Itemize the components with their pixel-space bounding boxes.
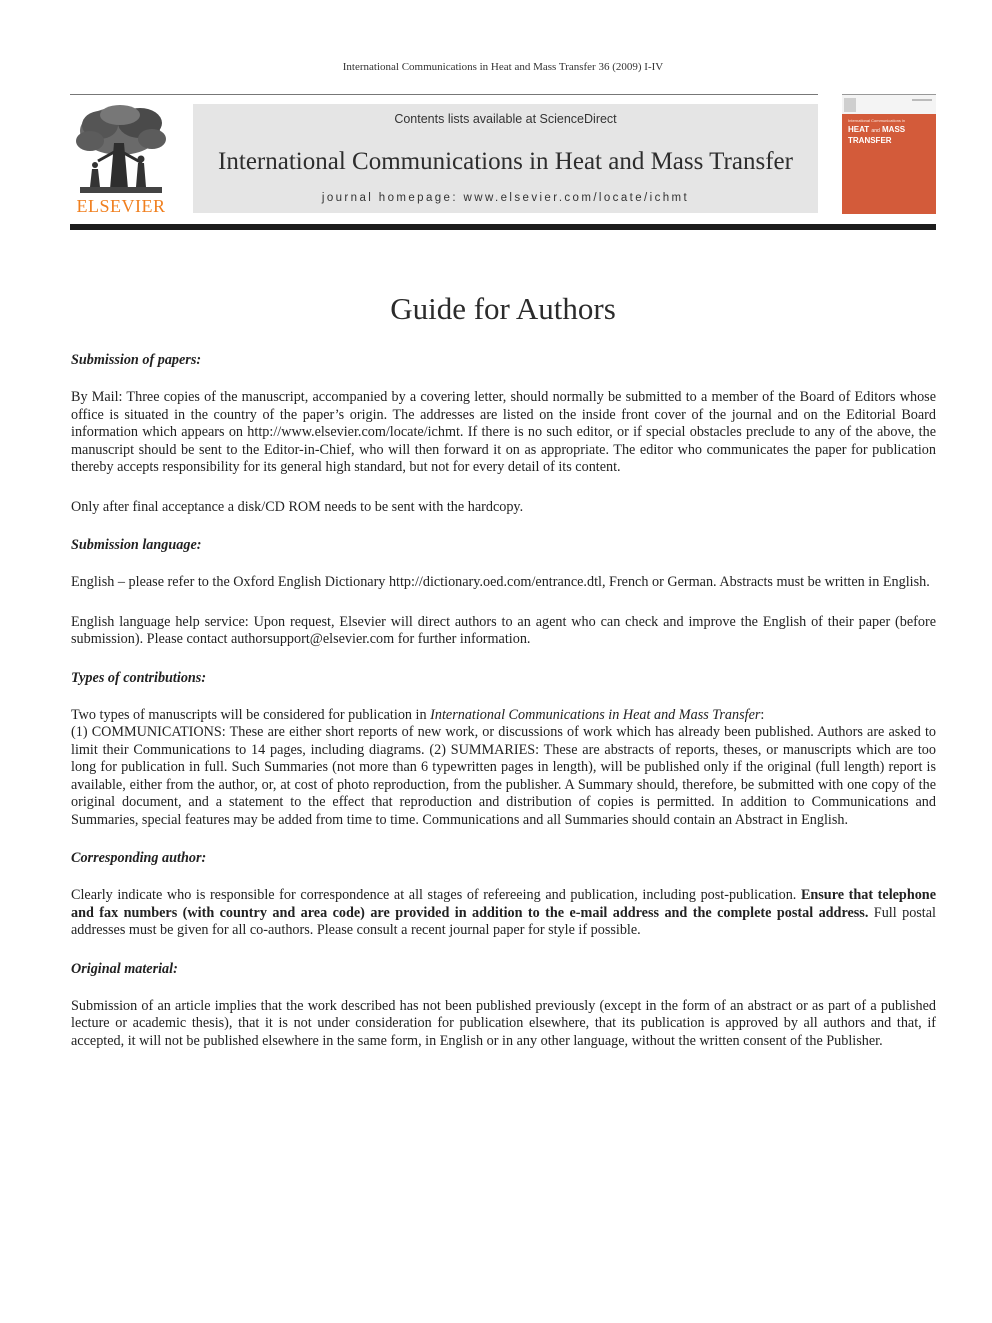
journal-cover-thumbnail xyxy=(842,94,936,214)
paragraph: Only after final acceptance a disk/CD ROM needs to be sent with the hardcopy. xyxy=(71,498,524,515)
text-run: : xyxy=(760,706,765,723)
section-heading: Types of contributions: xyxy=(71,669,207,686)
journal-title: International Communications in Heat and Mass Transfer xyxy=(218,148,793,175)
paragraph: English – please refer to the Oxford English Dictionary http://dictionary.oed.com/entrance.dtl, French or German. Abstracts must be written in English. xyxy=(71,574,930,590)
section-heading: Submission language: xyxy=(71,537,202,553)
cover-title-a: HEAT xyxy=(848,125,870,134)
header-bottom-rule xyxy=(70,224,936,230)
cover-title xyxy=(848,125,905,145)
header-top-rule xyxy=(70,94,818,95)
cover-logo-mark xyxy=(844,98,856,112)
paragraph: (1) COMMUNICATIONS: These are either short reports of new work, or discussions of work which has already been published. Authors are asked to limit their Communications to 14 pages, including diagrams. (2) SUMMARIES: These are abstracts of reports, theses, or manuscripts which are too long for publication in full. Such Summaries (not more than 6 typewritten pages in length), will be published only if the original (full length) report is available, either from the author, or, at cost of photo reproduction, from the publisher. A Summary should, therefore, be submitted with one copy of the original document, and a statement to the effect that reproduction and distribution of copies is permitted. In addition to Communications and Summaries, special features may be added from time to time. Communications and all Summaries should contain an Abstract in English. xyxy=(71,724,936,828)
article-body xyxy=(71,350,936,1050)
contents-availability: Contents lists available at ScienceDirect xyxy=(394,112,617,126)
journal-citation: International Communications in Heat and Mass Transfer 36 (2009) I-IV xyxy=(342,61,664,73)
cover-masthead xyxy=(842,94,936,115)
tree-icon xyxy=(70,103,172,195)
cover-title-c: TRANSFER xyxy=(848,136,892,145)
emphasis-bold: Ensure that telephone and fax numbers (with country and area code) are provided in addition to the e-mail address and the complete postal address. xyxy=(71,887,936,921)
paragraph xyxy=(71,887,936,940)
paragraph xyxy=(71,707,936,725)
cover-panel xyxy=(842,114,936,214)
cover-series: International Communications in xyxy=(848,118,906,123)
journal-name-italic: International Communications in Heat and Mass Transfer xyxy=(430,706,761,723)
section-heading: Corresponding author: xyxy=(71,850,207,866)
elsevier-logo xyxy=(70,103,172,215)
cover-title-b: MASS xyxy=(882,125,906,134)
paragraph: By Mail: Three copies of the manuscript, accompanied by a covering letter, should normally be submitted to a member of the Board of Editors whose office is situated in the country of the paper’s origin. The addresses are listed on the inside front cover of the journal and on the Editorial Board information which appears on http://www.elsevier.com/locate/ichmt. If there is no such editor, or if special obstacles preclude to any of the above, the manuscript should be sent to the Editor-in-Chief, who will then forward it on as appropriate. The editor who communicates the paper for publication thereby accepts responsibility for its general high standard, but not for every detail of its content. xyxy=(71,389,936,475)
text-run: Clearly indicate who is responsible for correspondence at all stages of refereeing and publication, including post-publication. xyxy=(71,887,801,903)
journal-homepage: journal homepage: www.elsevier.com/locate/ichmt xyxy=(321,192,690,204)
text-run: Two types of manuscripts will be considered for publication in xyxy=(71,706,431,723)
page-title: Guide for Authors xyxy=(390,291,616,326)
text-run: Full postal addresses must be given for all co-authors. Please consult a recent journal paper for style if possible. xyxy=(71,904,936,938)
cover-issn-mark xyxy=(912,99,932,101)
paragraph: English language help service: Upon request, Elsevier will direct authors to an agent who can check and improve the English of their paper (before submission). Please contact authorsupport@elsevier.com for further information. xyxy=(71,613,936,647)
paragraph: Submission of an article implies that the work described has not been published previously (except in the form of an abstract or as part of a published lecture or academic thesis), that it is not under consideration for publication elsewhere, that its publication is approved by all authors and that, if accepted, it will not be published elsewhere in the same form, in English or in any other language, without the written consent of the Publisher. xyxy=(71,997,936,1049)
elsevier-wordmark: ELSEVIER xyxy=(76,196,166,216)
cover-title-and: and xyxy=(871,128,880,134)
journal-banner xyxy=(193,104,818,213)
section-heading: Original material: xyxy=(71,960,178,977)
section-heading: Submission of papers: xyxy=(71,352,202,368)
